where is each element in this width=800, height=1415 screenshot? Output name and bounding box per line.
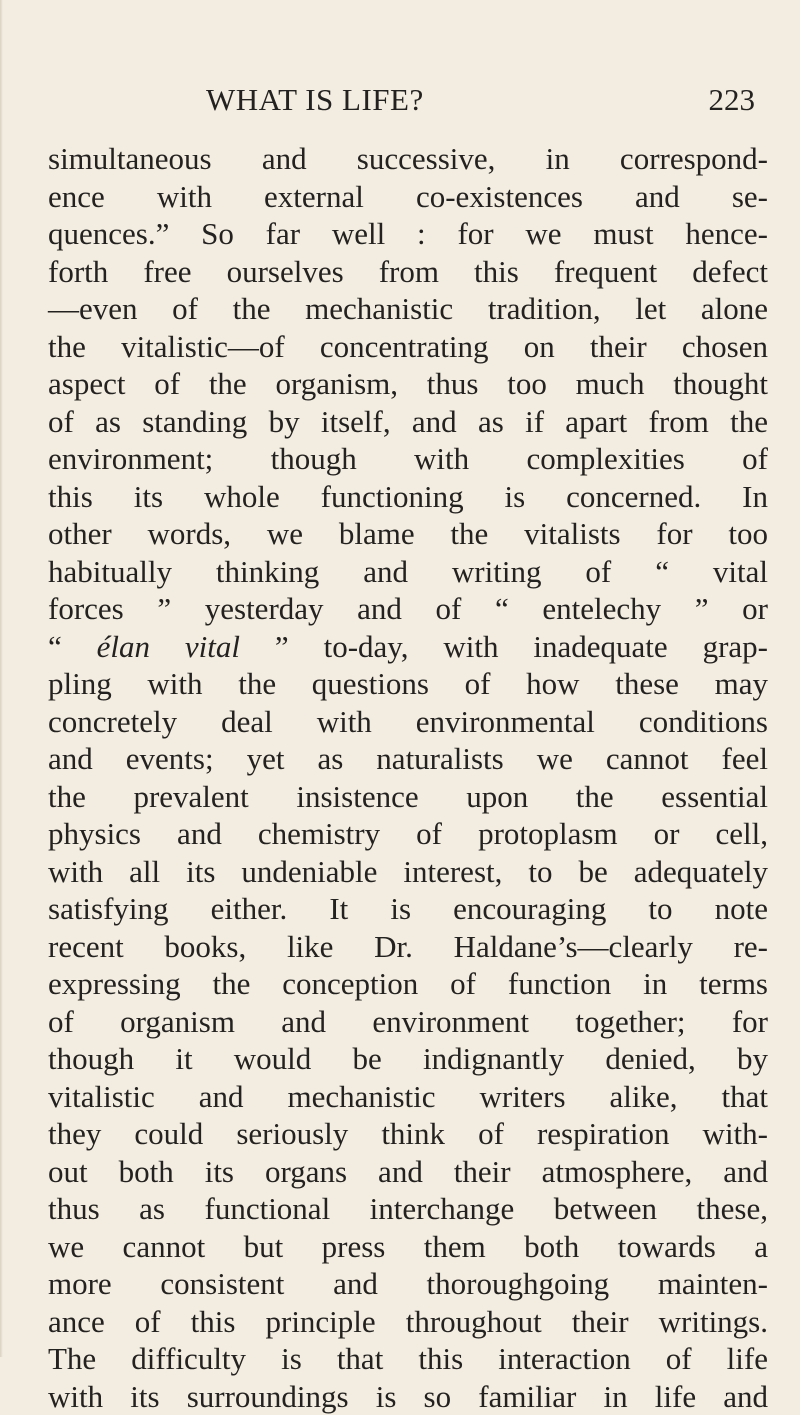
- text-line: vitalistic and mechanistic writers alike, that: [48, 1078, 768, 1116]
- running-title: WHAT IS LIFE?: [206, 80, 424, 120]
- page-edge: [0, 0, 3, 1357]
- text-line: habitually thinking and writing of “ vital: [48, 553, 768, 591]
- text-line: more consistent and thoroughgoing mainten-: [48, 1265, 768, 1303]
- text-line: of as standing by itself, and as if apart from the: [48, 403, 768, 441]
- text-line: —even of the mechanistic tradition, let alone: [48, 290, 768, 328]
- text-line: ence with external co-existences and se-: [48, 178, 768, 216]
- text-line: forth free ourselves from this frequent defect: [48, 253, 768, 291]
- text-line: environment; though with complexities of: [48, 440, 768, 478]
- text-line: they could seriously think of respiration with-: [48, 1115, 768, 1153]
- text-line: physics and chemistry of protoplasm or cell,: [48, 815, 768, 853]
- body-text: [48, 140, 768, 1415]
- text-line: “ élan vital ” to-day, with inadequate grap-: [48, 628, 768, 666]
- text-line: simultaneous and successive, in correspond-: [48, 140, 768, 178]
- text-line: and events; yet as naturalists we cannot feel: [48, 740, 768, 778]
- text-line: with all its undeniable interest, to be adequately: [48, 853, 768, 891]
- text-line: satisfying either. It is encouraging to note: [48, 890, 768, 928]
- text-line: aspect of the organism, thus too much thought: [48, 365, 768, 403]
- text-line: of organism and environment together; for: [48, 1003, 768, 1041]
- page-number: 223: [709, 80, 756, 120]
- text-line: ance of this principle throughout their writings.: [48, 1303, 768, 1341]
- text-line: the vitalistic—of concentrating on their chosen: [48, 328, 768, 366]
- text-line: this its whole functioning is concerned. In: [48, 478, 768, 516]
- text-line: out both its organs and their atmosphere, and: [48, 1153, 768, 1191]
- text-line: quences.” So far well : for we must hence-: [48, 215, 768, 253]
- text-line: the prevalent insistence upon the essential: [48, 778, 768, 816]
- text-line: pling with the questions of how these may: [48, 665, 768, 703]
- italic-phrase: élan vital: [97, 629, 240, 664]
- text-line: recent books, like Dr. Haldane’s—clearly re-: [48, 928, 768, 966]
- text-line: concretely deal with environmental conditions: [48, 703, 768, 741]
- running-head: [90, 80, 755, 120]
- text-line: other words, we blame the vitalists for too: [48, 515, 768, 553]
- text-line: though it would be indignantly denied, by: [48, 1040, 768, 1078]
- text-line: expressing the conception of function in terms: [48, 965, 768, 1003]
- text-line: thus as functional interchange between these,: [48, 1190, 768, 1228]
- text-line: The difficulty is that this interaction of life: [48, 1340, 768, 1378]
- text-line: forces ” yesterday and of “ entelechy ” or: [48, 590, 768, 628]
- text-line: we cannot but press them both towards a: [48, 1228, 768, 1266]
- text-line: with its surroundings is so familiar in life and: [48, 1378, 768, 1415]
